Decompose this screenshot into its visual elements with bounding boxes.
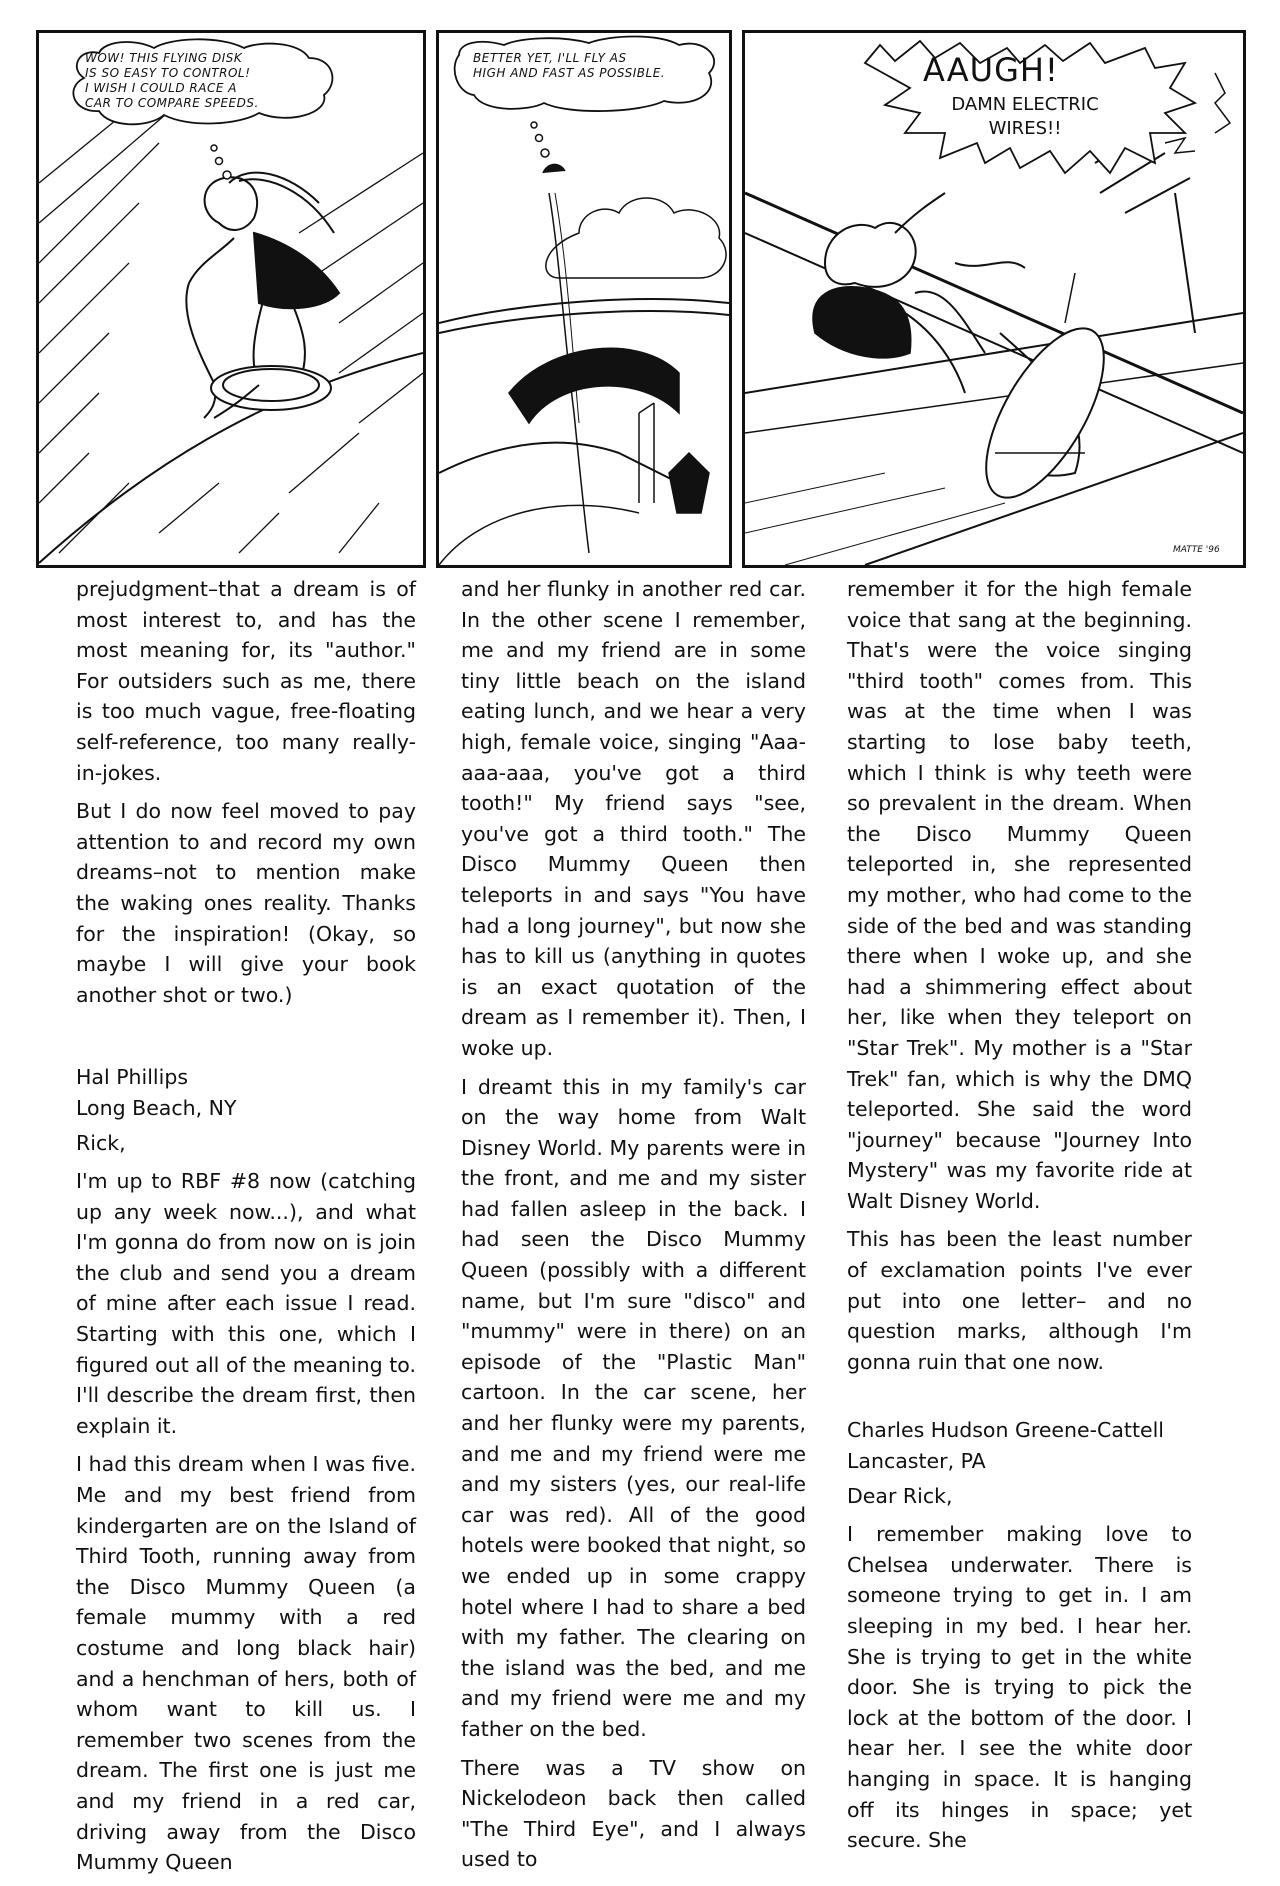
col3-paragraph-1: remember it for the high female voice that sang at the beginning. That's were the voice singing "third tooth" comes from. This was at the time when I was starting to lose baby teeth, which I think is why teeth were so prevalent in the dream. When the Disco Mummy Queen teleported in, she represented my mother, who had come to the side of the bed and was standing there when I woke up, and she had a shimmering effect about her, like when they teleport on "Star Trek". My mother is a "Star Trek" fan, which is why the DMQ teleported. She said the word "journey" because "Journey Into Mystery" was my favorite ride at Walt Disney World. <box>847 577 1192 1213</box>
letters-columns <box>76 574 1206 1875</box>
comic-strip <box>36 30 1246 570</box>
letter-writer-location-2: Lancaster, PA <box>847 1449 986 1474</box>
column-3 <box>847 574 1192 1864</box>
col1-spacer <box>76 1018 416 1062</box>
thought-text-1: WOW! THIS FLYING DISK IS SO EASY TO CONTROL! I WISH I COULD RACE A CAR TO COMPARE SPEEDS. <box>85 51 259 110</box>
letter-salutation: Rick, <box>76 1130 126 1155</box>
letter-writer-name: Hal Phillips <box>76 1065 189 1090</box>
shout-text-2: DAMN ELECTRIC WIRES!! <box>951 94 1099 139</box>
column-1 <box>76 574 416 1886</box>
panel-2-art <box>439 33 729 565</box>
col3-paragraph-2: This has been the least number of exclamation points I've ever put into one letter– and no question marks, although I'm gonna ruin that one now. <box>847 1227 1192 1374</box>
letter-writer-name-2: Charles Hudson Greene-Cattell <box>847 1418 1164 1443</box>
col1-paragraph-2: But I do now feel moved to pay attention to and record my own dreams–not to mention make the waking ones reality. Thanks for the inspiration! (Okay, so maybe I will give your book another shot or two.) <box>76 799 416 1007</box>
col1-paragraph-4: I had this dream when I was five. Me and my best friend from kindergarten are on the Island of Third Tooth, running away from the Disco Mummy Queen (a female mummy with a red costume and long black hair) and a henchman of hers, both of whom want to kill us. I remember two scenes from the dream. The first one is just me and my friend in a red car, driving away from the Disco Mummy Queen <box>76 1452 416 1875</box>
col3-paragraph-3: I remember making love to Chelsea underwater. There is someone trying to get in. I am sleeping in my bed. I hear her. She is trying to get in the white door. She is trying to pick the lock at the bottom of the door. I hear her. I see the white door hanging in space. It is hanging off its hinges in space; yet secure. She <box>847 1522 1192 1853</box>
comic-panel-2 <box>436 30 732 568</box>
col1-paragraph-1: prejudgment–that a dream is of most interest to, and has the most meaning for, its "author." For outsiders such as me, there is too much vague, free-floating self-reference, too many really-in-jokes. <box>76 577 416 785</box>
col2-paragraph-2: I dreamt this in my family's car on the way home from Walt Disney World. My parents were in the front, and me and my sister had fallen asleep in the back. I had seen the Disco Mummy Queen (possibly with a different name, but I'm sure "disco" and "mummy" were in there) on an episode of the "Plastic Man" cartoon. In the car scene, her and her flunky were my parents, and me and my friend were me and my sisters (yes, our real-life car was red). All of the good hotels were booked that night, so we ended up in some crappy hotel where I had to share a bed with my father. The clearing on the island was the bed, and me and my friend were me and my father on the bed. <box>461 1074 806 1741</box>
col1-paragraph-3: I'm up to RBF #8 now (catching up any week now...), and what I'm gonna do from now on is join the club and send you a dream of mine after each issue I read. Starting with this one, which I figured out all of the meaning to. I'll describe the dream first, then explain it. <box>76 1169 416 1438</box>
col2-paragraph-1: and her flunky in another red car. In the other scene I remember, me and my friend are in some tiny little beach on the island eating lunch, and we hear a very high, female voice, singing "Aaa-aaa-aaa, you've got a third tooth!" My friend says "see, you've got a third tooth." The Disco Mummy Queen then teleports in and says "You have had a long journey", but now she has to kill us (anything in quotes is an exact quotation of the dream as I remember it). Then, I woke up. <box>461 577 806 1060</box>
col3-spacer <box>847 1385 1192 1415</box>
comic-panel-1 <box>36 30 426 568</box>
panel-1-art <box>39 33 423 565</box>
letter-salutation-2: Dear Rick, <box>847 1483 953 1508</box>
artist-signature: MATTE '96 <box>1173 545 1220 555</box>
col2-paragraph-3: There was a TV show on Nickelodeon back then called "The Third Eye", and I always used to <box>461 1755 806 1872</box>
shout-text-1: AAUGH! <box>923 51 1059 89</box>
letter-writer-location: Long Beach, NY <box>76 1095 237 1120</box>
comic-panel-3 <box>742 30 1246 568</box>
column-2 <box>461 574 806 1883</box>
thought-text-2: BETTER YET, I'LL FLY AS HIGH AND FAST AS POSSIBLE. <box>473 51 666 80</box>
